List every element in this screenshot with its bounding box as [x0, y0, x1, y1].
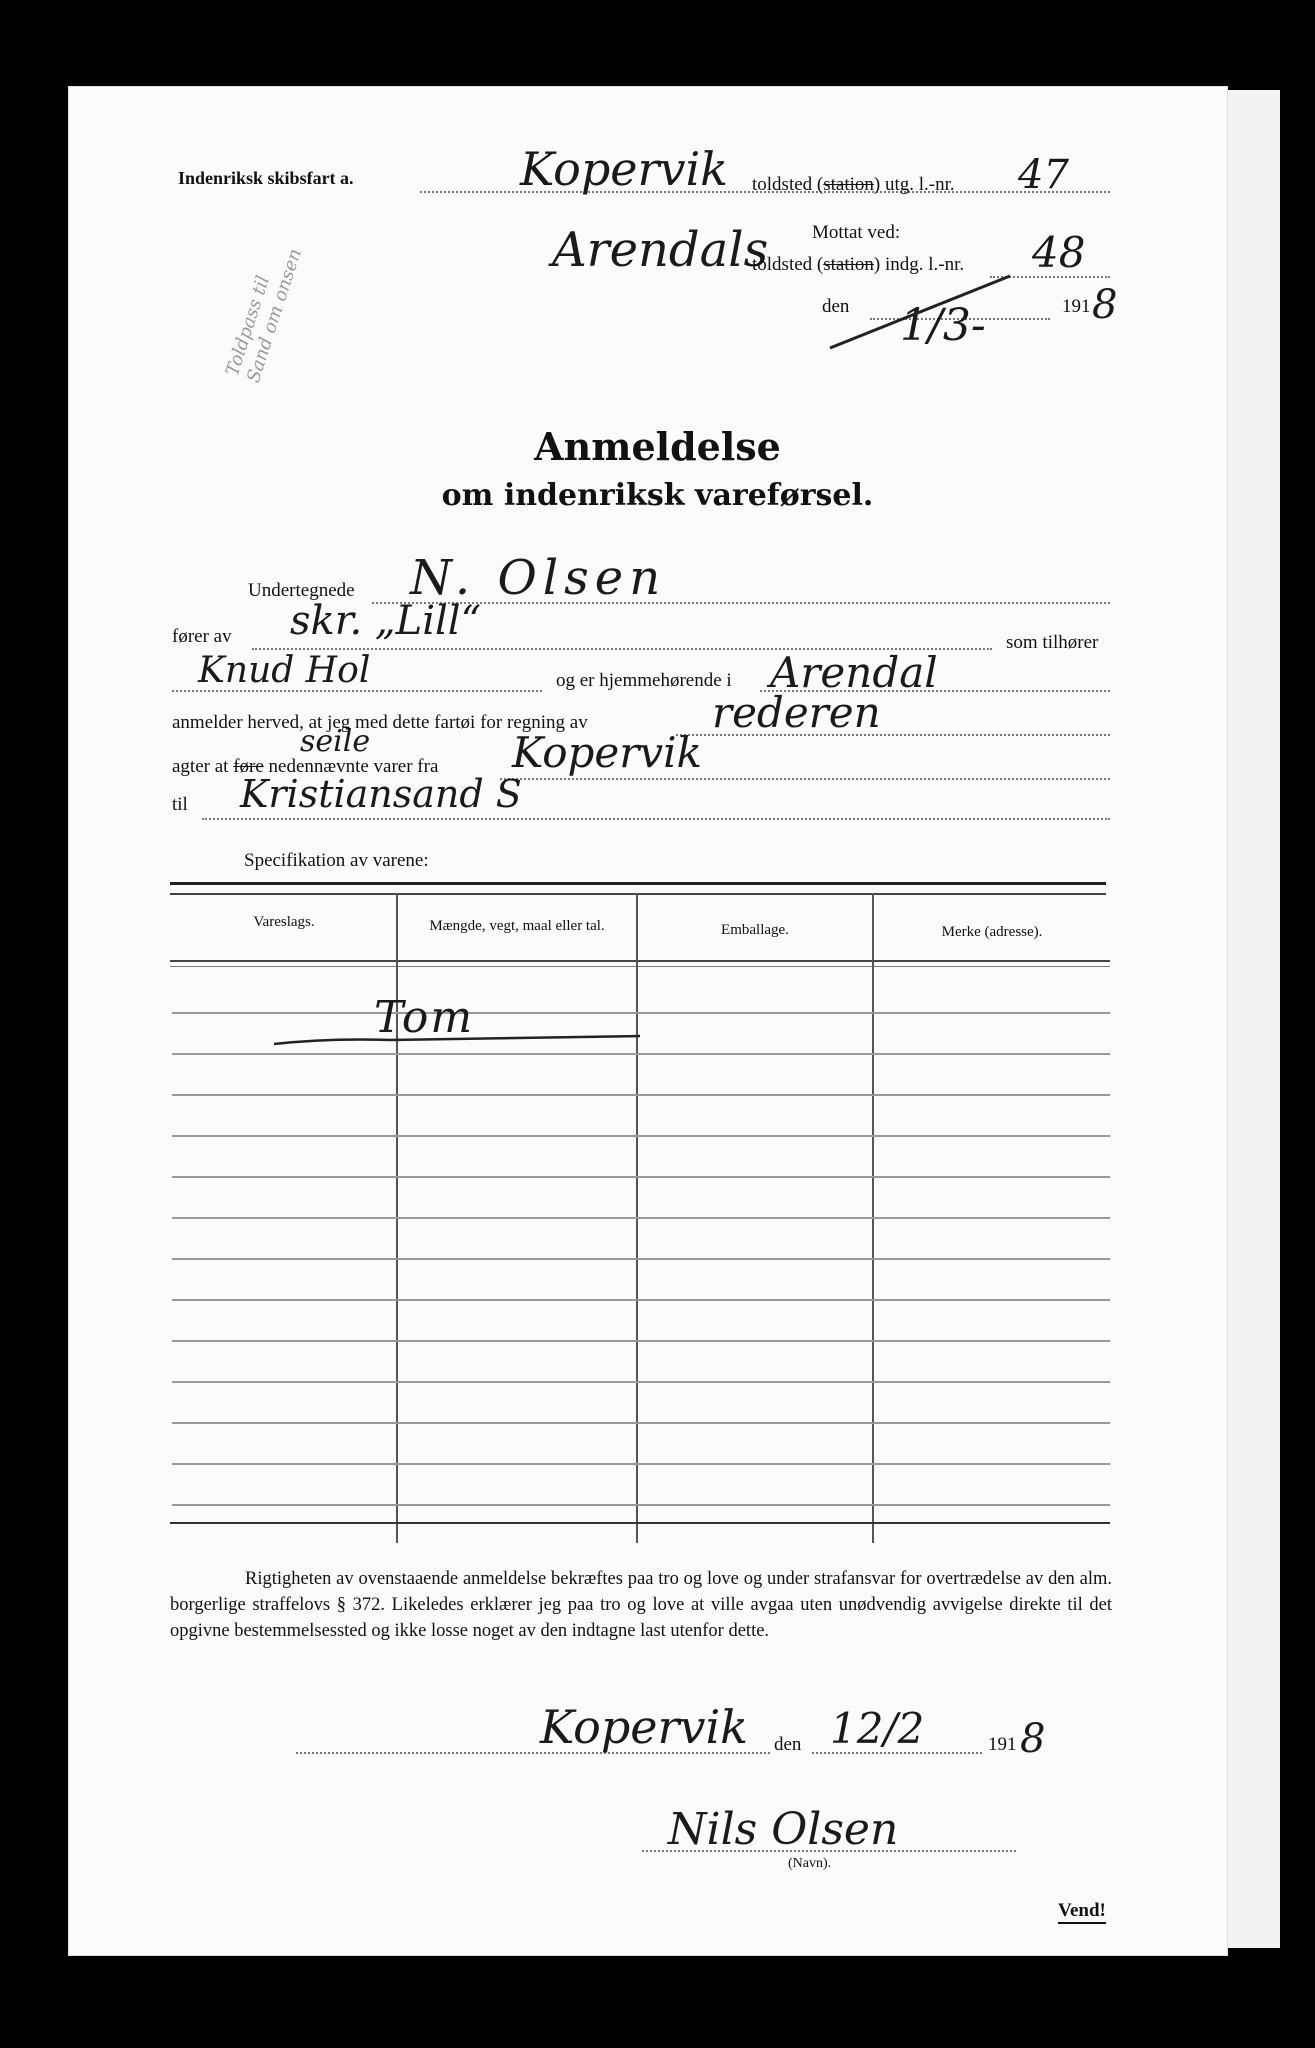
table-row-line	[172, 1012, 1110, 1014]
til-label: til	[172, 794, 188, 815]
faded-margin-note: Toldpass til Sand om onsen	[222, 246, 306, 386]
declaration-den-label: den	[774, 1734, 802, 1755]
navn-label: (Navn).	[788, 1856, 832, 1871]
handwritten-indg-nr: 48	[1032, 228, 1086, 277]
handwritten-year: 8	[1092, 282, 1118, 328]
table-row-line	[172, 1258, 1110, 1260]
hjemmehorende-label: og er hjemmehørende i	[556, 670, 732, 691]
column-header-emballage: Emballage.	[721, 922, 789, 938]
mottat-ved-label: Mottat ved:	[812, 222, 901, 243]
table-top-rule	[170, 882, 1106, 885]
table-row-line	[172, 1135, 1110, 1137]
handwritten-vessel: skr. „Lill“	[290, 598, 482, 644]
table-row-line	[172, 1381, 1110, 1383]
table-row-line	[172, 1176, 1110, 1178]
page-subtitle: om indenriksk vareførsel.	[441, 478, 874, 513]
table-row-line	[172, 1299, 1110, 1301]
undertegnede-label: Undertegnede	[248, 580, 355, 601]
column-header-vareslags: Vareslags.	[253, 914, 315, 930]
toldsted-out-label: toldsted (station) utg. l.-nr.	[752, 174, 955, 195]
table-top-rule-thin	[170, 893, 1106, 895]
table-header-rule	[170, 960, 1110, 962]
page-edge	[1228, 90, 1280, 1948]
handwritten-to-port: Kristiansand S	[240, 772, 522, 816]
page-title: Anmeldelse	[534, 424, 781, 469]
handwritten-from-port: Kopervik	[512, 728, 702, 777]
table-row-line	[172, 1053, 1110, 1055]
anmelder-label: anmelder herved, at jeg med dette fartøi for regning av	[172, 712, 588, 733]
handwritten-undertegnede: N. Olsen	[410, 550, 667, 606]
handwritten-place-out: Kopervik	[520, 142, 729, 196]
table-row-line	[172, 1217, 1110, 1219]
table-row-line	[172, 1504, 1110, 1506]
column-header-maengde: Mængde, vegt, maal eller tal.	[429, 918, 605, 934]
column-header-merke: Merke (adresse).	[941, 924, 1043, 940]
form-series-label: Indenriksk skibsfart a.	[178, 168, 354, 188]
den-label: den	[822, 296, 850, 317]
table-row-line	[172, 1422, 1110, 1424]
forer-av-label: fører av	[172, 626, 232, 647]
declaration-paragraph: Rigtigheten av ovenstaaende anmeldelse bekræftes paa tro og love og under strafansvar for overtrædelse av den alm. borgerlige straffelovs § 372. Likeledes erklærer jeg paa tro og love at ville avgaa uten unødvendig avvigelse direkte til det opgivne bestemmelsessted og ikke losse noget av den indtagne last utenfor dette.	[170, 1569, 1112, 1641]
handwritten-sign-date: 12/2	[830, 1704, 925, 1753]
handwritten-sign-place: Kopervik	[540, 1700, 749, 1754]
dotted-line	[202, 818, 1110, 820]
som-tilhorer-label: som tilhører	[1006, 632, 1099, 653]
dotted-line	[500, 778, 1110, 780]
handwritten-sign-year: 8	[1020, 1716, 1046, 1762]
table-row-line	[172, 1094, 1110, 1096]
handwritten-inserted-word: seile	[300, 724, 371, 759]
year-prefix: 191	[1062, 296, 1091, 317]
handwritten-hometown: Arendal	[770, 648, 938, 697]
handwritten-owner: Knud Hol	[198, 650, 371, 691]
handwritten-row-entry: Tom	[374, 992, 475, 1043]
table-row-line	[172, 1340, 1110, 1342]
table-header-rule-thin	[170, 966, 1110, 967]
vend-label: Vend!	[1058, 1900, 1106, 1924]
handwritten-signature: Nils Olsen	[668, 1804, 899, 1855]
declaration-year-prefix: 191	[988, 1734, 1017, 1755]
handwritten-account: rederen	[712, 688, 881, 737]
spec-heading: Specifikation av varene:	[244, 850, 429, 871]
agter-label: agter at føre nedennævnte varer fra	[172, 756, 439, 777]
toldsted-in-label: toldsted (station) indg. l.-nr.	[752, 254, 965, 275]
handwritten-place-in: Arendals	[552, 222, 769, 278]
table-row-line	[172, 1463, 1110, 1465]
handwritten-utg-nr: 47	[1018, 152, 1069, 198]
table-bottom-rule	[170, 1522, 1110, 1524]
date-slash-mark	[820, 268, 1020, 358]
handwritten-date-received: 1/3-	[900, 300, 986, 351]
